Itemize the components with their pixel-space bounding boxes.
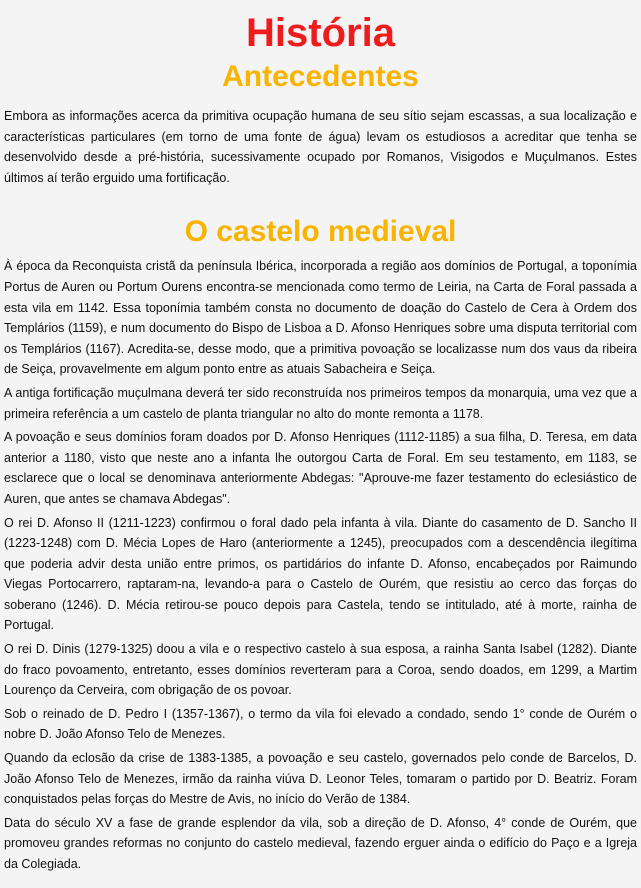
paragraph-castelo-1: À época da Reconquista cristã da península Ibérica, incorporada a região aos domínios de Portugal, a toponímia Portus de Auren ou Portum Ourens encontra-se mencionada como termo de Leiria, na Carta de Foral passada a esta vila em 1142. Essa toponímia também consta no documento de doação do Castelo de Cera à Ordem dos Templários (1159), e num documento do Bispo de Lisboa a D. Afonso Henriques sobre uma disputa territorial com os Templários (1167). Acredita-se, desse modo, que a primitiva povoação se localizasse num dos vaus da ribeira de Seiça, provavelmente em algum ponto entre as atuais Sabacheira e Seiça. (4, 259, 637, 377)
paragraph-antecedentes-1: Embora as informações acerca da primitiva ocupação humana de seu sítio sejam escassas, a sua localização e características particulares (em torno de uma fonte de água) levam os estudiosos a acreditar que tenha se desenvolvido desde a pré-história, sucessivamente ocupado por Romanos, Visigodos e Muçulmanos. Estes últimos aí terão erguido uma fortificação. (4, 109, 637, 185)
paragraph-castelo-6: Sob o reinado de D. Pedro I (1357-1367), o termo da vila foi elevado a condado, sendo 1° conde de Ourém o nobre D. João Afonso Telo de Menezes. (4, 706, 637, 742)
paragraph-castelo-8: Data do século XV a fase de grande esplendor da vila, sob a direção de D. Afonso, 4° conde de Ourém, que promoveu grandes reformas no conjunto do castelo medieval, fazendo erguer ainda o edifício do Paço e a Igreja da Colegiada. (4, 815, 637, 871)
paragraph-castelo-4: O rei D. Afonso II (1211-1223) confirmou o foral dado pela infanta à vila. Diante do casamento de D. Sancho II (1223-1248) com D. Mécia Lopes de Haro (anteriormente a 1245), preocupados com a descendência ilegítima que poderia advir desta união entre primos, os partidários do infante D. Afonso, encabeçados por Raimundo Viegas Portocarrero, raptaram-na, levando-a para o Castelo de Ourém, que resistiu ao cerco das forças do soberano (1246). D. Mécia retirou-se pouco depois para Castela, tendo se intitulado, até à morte, rainha de Portugal. (4, 515, 637, 633)
paragraph-castelo-3: A povoação e seus domínios foram doados por D. Afonso Henriques (1112-1185) a sua filha, D. Teresa, em data anterior a 1180, visto que neste ano a infanta lhe outorgou Carta de Foral. Em seu testamento, em 1183, se esclarece que o local se denominava anteriormente Abdegas: "Aprouve-me fazer testamento do eclesiástico de Auren, que antes se chamava Abdegas". (4, 430, 637, 506)
paragraph-castelo-5: O rei D. Dinis (1279-1325) doou a vila e o respectivo castelo à sua esposa, a rainha Santa Isabel (1282). Diante do fraco povoamento, entretanto, esses domínios reverteram para a Coroa, sendo doados, em 1299, a Martim Lourenço da Cerveira, com obrigação de os povoar. (4, 642, 637, 698)
section-heading-antecedentes: Antecedentes (222, 60, 419, 93)
paragraph-castelo-7: Quando da eclosão da crise de 1383-1385, a povoação e seu castelo, governados pelo conde de Barcelos, D. João Afonso Telo de Menezes, irmão da rainha viúva D. Leonor Teles, tomaram o partido por D. Beatriz. Foram conquistados pelas forças do Mestre de Avis, no início do Verão de 1384. (4, 751, 637, 807)
page-title: História (246, 11, 395, 55)
section-heading-castelo-medieval: O castelo medieval (184, 215, 457, 249)
paragraph-castelo-2: A antiga fortificação muçulmana deverá ter sido reconstruída nos primeiros tempos da monarquia, uma vez que a primeira referência a um castelo de planta triangular no alto do monte remonta a 1178. (4, 385, 637, 421)
